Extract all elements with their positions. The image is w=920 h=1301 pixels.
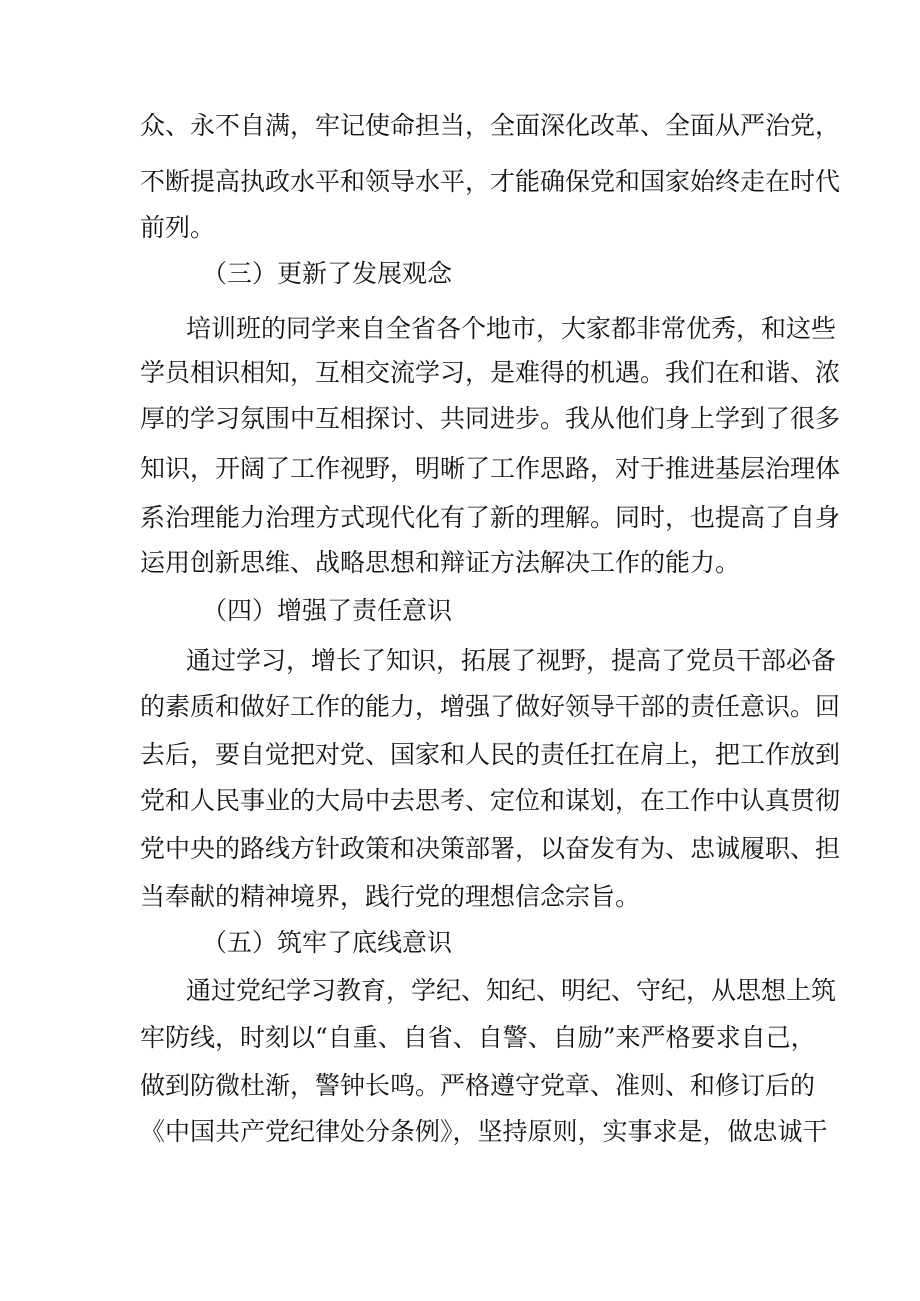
paragraph-line: 培训班的同学来自全省各个地市，大家都非常优秀，和这些 [186, 314, 837, 343]
paragraph-line: 牢防线，时刻以“自重、自省、自警、自励”来严格要求自己， [140, 1023, 816, 1052]
paragraph-line: 当奉献的精神境界，践行党的理想信念宗旨。 [140, 882, 641, 911]
paragraph-line: 知识，开阔了工作视野，明晰了工作思路，对于推进基层治理体 [140, 454, 841, 483]
paragraph-line: 通过党纪学习教育，学纪、知纪、明纪、守纪，从思想上筑 [186, 976, 837, 1005]
section-heading-4: （四）增强了责任意识 [202, 596, 453, 625]
paragraph-line: 通过学习，增长了知识，拓展了视野，提高了党员干部必备 [186, 646, 837, 675]
paragraph-line: 不断提高执政水平和领导水平，才能确保党和国家始终走在时代 [140, 167, 841, 196]
paragraph-line: 运用创新思维、战略思想和辩证方法解决工作的能力。 [140, 548, 741, 577]
paragraph-line: 《中国共产党纪律处分条例》，坚持原则，实事求是，做忠诚干 [140, 1117, 828, 1146]
paragraph-line: 去后，要自觉把对党、国家和人民的责任扛在肩上，把工作放到 [140, 740, 841, 769]
paragraph-line: 众、永不自满，牢记使命担当，全面深化改革、全面从严治党， [140, 111, 841, 140]
paragraph-line: 学员相识相知，互相交流学习，是难得的机遇。我们在和谐、浓 [140, 358, 841, 387]
section-heading-5: （五）筑牢了底线意识 [202, 928, 453, 957]
paragraph-line: 的素质和做好工作的能力，增强了做好领导干部的责任意识。回 [140, 692, 841, 721]
paragraph-line: 前列。 [140, 213, 216, 242]
paragraph-line: 厚的学习氛围中互相探讨、共同进步。我从他们身上学到了很多 [140, 404, 841, 433]
paragraph-line: 党中央的路线方针政策和决策部署，以奋发有为、忠诚履职、担 [140, 834, 841, 863]
paragraph-line: 系治理能力治理方式现代化有了新的理解。同时，也提高了自身 [140, 503, 841, 532]
paragraph-line: 做到防微杜渐，警钟长鸣。严格遵守党章、准则、和修订后的 [140, 1071, 816, 1100]
section-heading-3: （三）更新了发展观念 [202, 259, 453, 288]
paragraph-line: 党和人民事业的大局中去思考、定位和谋划，在工作中认真贯彻 [140, 786, 841, 815]
